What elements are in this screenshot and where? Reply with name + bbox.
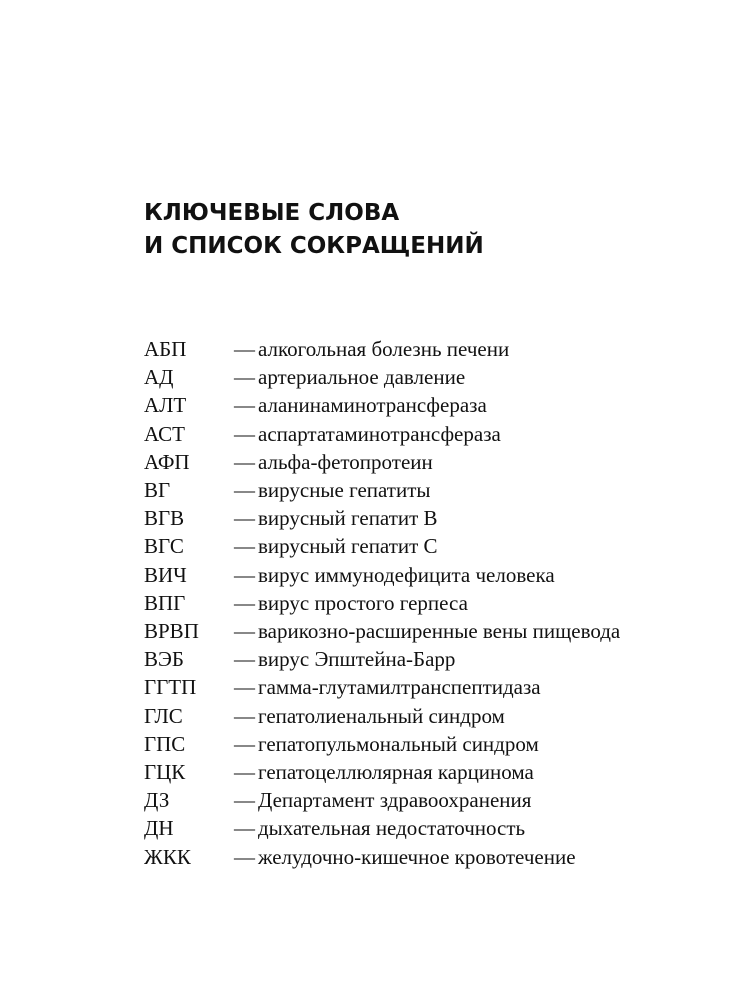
abbreviation-definition: алкогольная болезнь печени — [258, 337, 510, 361]
abbreviation-term: ВПГ — [144, 590, 186, 615]
abbreviation-definition: аспартатаминотрансфераза — [258, 421, 501, 446]
abbreviation-entry — [144, 673, 724, 701]
abbreviation-entry — [144, 843, 724, 871]
abbreviation-dash: — — [234, 590, 255, 615]
abbreviation-dash: — — [234, 449, 255, 474]
abbreviation-entry — [144, 504, 724, 532]
abbreviation-term: ГГТП — [144, 675, 197, 700]
abbreviation-dash: — — [234, 647, 255, 672]
abbreviation-definition: желудочно-кишечное кровотечение — [258, 844, 576, 869]
abbreviation-dash: — — [234, 675, 255, 700]
abbreviation-term: ВГ — [144, 478, 171, 503]
abbreviation-entry — [144, 814, 724, 842]
abbreviation-definition: вирусные гепатиты — [258, 478, 431, 503]
heading-line-2: И СПИСОК СОКРАЩЕНИЙ — [144, 233, 484, 259]
abbreviation-entry — [144, 730, 724, 758]
abbreviation-term: АФП — [144, 449, 190, 474]
abbreviation-definition: Департамент здравоохранения — [258, 788, 532, 813]
abbreviation-term: АБП — [144, 337, 187, 361]
abbreviation-dash: — — [234, 534, 255, 559]
abbreviation-entry — [144, 335, 724, 363]
abbreviation-definition: вирус Эпштейна-Барр — [258, 647, 456, 672]
abbreviation-entry — [144, 645, 724, 673]
abbreviation-dash: — — [234, 703, 255, 728]
abbreviation-definition: гамма-глутамилтранспептидаза — [258, 675, 541, 700]
abbreviation-entry — [144, 702, 724, 730]
abbreviation-definition: альфа-фетопротеин — [258, 449, 433, 474]
abbreviation-entry — [144, 448, 724, 476]
abbreviation-entry — [144, 363, 724, 391]
page-heading — [144, 197, 484, 263]
abbreviation-entry — [144, 589, 724, 617]
abbreviation-entry — [144, 758, 724, 786]
abbreviation-dash: — — [234, 788, 255, 813]
abbreviation-definition: вирусный гепатит В — [258, 506, 438, 531]
abbreviation-entry — [144, 476, 724, 504]
abbreviation-entry — [144, 532, 724, 560]
abbreviation-dash: — — [234, 562, 255, 587]
abbreviation-term: ВГС — [144, 534, 184, 559]
abbreviation-dash: — — [234, 844, 255, 869]
abbreviation-term: АЛТ — [144, 393, 187, 418]
abbreviation-term: ВИЧ — [144, 562, 187, 587]
abbreviation-term: ВРВП — [144, 619, 199, 644]
abbreviation-dash: — — [234, 619, 255, 644]
abbreviation-term: ВЭБ — [144, 647, 184, 672]
abbreviation-term: ГЛС — [144, 703, 183, 728]
abbreviation-dash: — — [234, 816, 255, 841]
abbreviation-term: ВГВ — [144, 506, 185, 531]
abbreviation-term: ГЦК — [144, 760, 186, 785]
abbreviation-term: ДН — [144, 816, 174, 841]
abbreviation-term: ГПС — [144, 731, 186, 756]
abbreviation-dash: — — [234, 393, 255, 418]
abbreviation-dash: — — [234, 760, 255, 785]
abbreviation-dash: — — [234, 365, 255, 390]
abbreviation-term: АСТ — [144, 421, 185, 446]
abbreviation-dash: — — [234, 337, 255, 361]
abbreviation-dash: — — [234, 506, 255, 531]
heading-line-1: КЛЮЧЕВЫЕ СЛОВА — [144, 200, 400, 226]
abbreviation-dash: — — [234, 421, 255, 446]
abbreviation-definition: гепатопульмональный синдром — [258, 731, 539, 756]
abbreviation-entry — [144, 561, 724, 589]
abbreviation-entry — [144, 391, 724, 419]
abbreviation-definition: гепатолиенальный синдром — [258, 703, 505, 728]
abbreviation-definition: вирус простого герпеса — [258, 590, 468, 615]
abbreviation-definition: артериальное давление — [258, 365, 466, 390]
abbreviation-term: АД — [144, 365, 174, 390]
abbreviation-definition: гепатоцеллюлярная карцинома — [258, 760, 534, 785]
abbreviation-list — [144, 335, 724, 871]
abbreviation-definition: вирус иммунодефицита человека — [258, 562, 555, 587]
abbreviation-term: ЖКК — [144, 844, 191, 869]
abbreviation-definition: варикозно-расширенные вены пищевода — [258, 619, 621, 644]
abbreviation-definition: вирусный гепатит С — [258, 534, 438, 559]
abbreviation-definition: аланинаминотрансфераза — [258, 393, 487, 418]
abbreviation-definition: дыхательная недостаточность — [258, 816, 526, 841]
abbreviation-dash: — — [234, 731, 255, 756]
abbreviation-dash: — — [234, 478, 255, 503]
abbreviation-term: ДЗ — [144, 788, 170, 813]
abbreviation-entry — [144, 420, 724, 448]
abbreviation-entry — [144, 617, 724, 645]
abbreviation-entry — [144, 786, 724, 814]
